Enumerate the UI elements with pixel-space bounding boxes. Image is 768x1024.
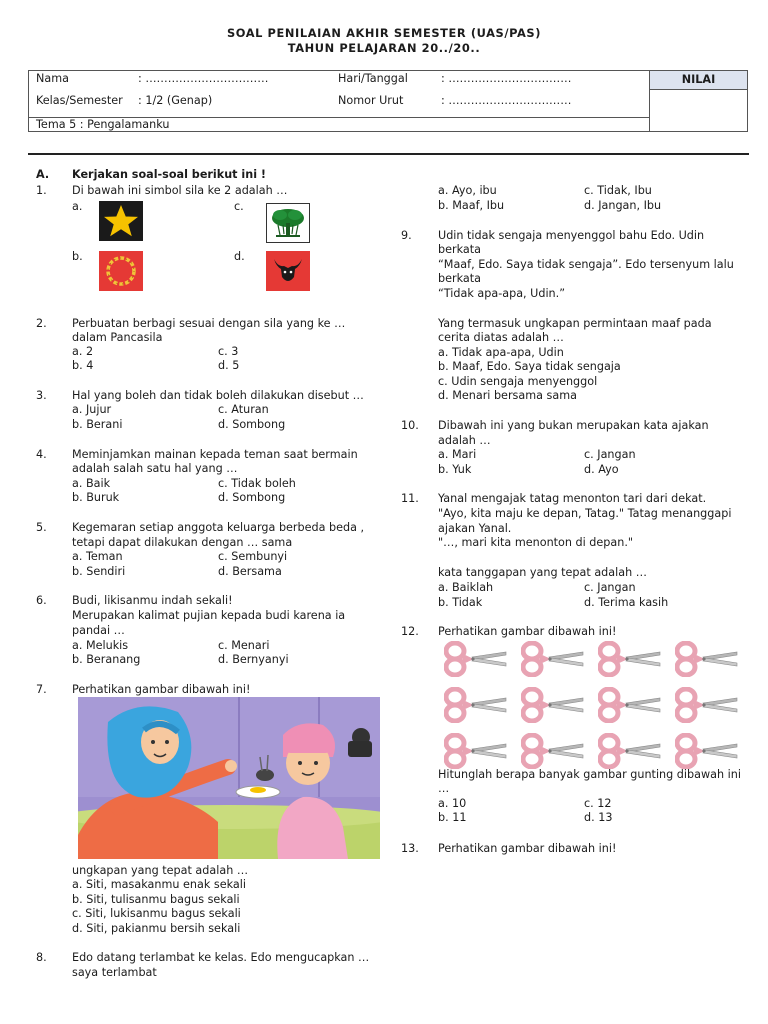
scissors-icon xyxy=(444,641,508,677)
option-c: c. Menari xyxy=(218,639,270,652)
question-number: 7. xyxy=(36,683,47,696)
nama-label: Nama xyxy=(36,72,69,85)
option-c: c. Jangan xyxy=(584,581,636,594)
question-text: adalah salah satu hal yang … xyxy=(72,462,238,475)
exam-title: SOAL PENILAIAN AKHIR SEMESTER (UAS/PAS) xyxy=(226,26,542,40)
option-d: d. Sombong xyxy=(218,418,286,431)
bull-head-icon xyxy=(266,251,310,291)
question-text: Merupakan kalimat pujian kepada budi karena ia xyxy=(72,609,346,622)
option-c: c. Tidak boleh xyxy=(218,477,296,490)
option-c: c. Udin sengaja menyenggol xyxy=(438,375,598,388)
star-icon xyxy=(99,201,143,241)
option-label: a. xyxy=(72,200,83,213)
question-text: Perbuatan berbagi sesuai dengan sila yang ke … xyxy=(72,317,346,330)
option-a: a. 2 xyxy=(72,345,94,358)
question-text: berkata xyxy=(438,243,481,256)
hari-label: Hari/Tanggal xyxy=(338,72,408,85)
question-text: Perhatikan gambar dibawah ini! xyxy=(72,683,251,696)
option-b: b. Yuk xyxy=(438,463,472,476)
question-text: Meminjamkan mainan kepada teman saat bermain xyxy=(72,448,358,461)
question-number: 6. xyxy=(36,594,47,607)
scissors-icon xyxy=(598,733,662,769)
question-text: Budi, likisanmu indah sekali! xyxy=(72,594,233,607)
question-text: pandai … xyxy=(72,624,125,637)
question-text: Perhatikan gambar dibawah ini! xyxy=(438,625,617,638)
question-number: 9. xyxy=(401,229,412,242)
option-b: b. Maaf, Ibu xyxy=(438,199,505,212)
question-number: 5. xyxy=(36,521,47,534)
nomor-label: Nomor Urut xyxy=(338,94,404,107)
option-b: b. Beranang xyxy=(72,653,141,666)
question-text: Udin tidak sengaja menyenggol bahu Edo. Udin xyxy=(438,229,705,242)
option-a: a. Baik xyxy=(72,477,111,490)
option-a: a. 10 xyxy=(438,797,467,810)
option-a: a. Mari xyxy=(438,448,477,461)
question-text: Hal yang boleh dan tidak boleh dilakukan disebut … xyxy=(72,389,364,402)
question-number: 4. xyxy=(36,448,47,461)
option-d: d. Menari bersama sama xyxy=(438,389,577,402)
option-c: c. Aturan xyxy=(218,403,269,416)
question-text: "Ayo, kita maju ke depan, Tatag." Tatag menanggapi xyxy=(438,507,732,520)
question-text: tetapi dapat dilakukan dengan … sama xyxy=(72,536,293,549)
question-text: Yang termasuk ungkapan permintaan maaf pada xyxy=(438,317,712,330)
option-b: b. Berani xyxy=(72,418,123,431)
section-letter: A. xyxy=(36,168,50,181)
option-c: c. Tidak, Ibu xyxy=(584,184,652,197)
question-number: 8. xyxy=(36,951,47,964)
nama-value: : …………………………… xyxy=(138,72,269,85)
scissors-icon xyxy=(675,641,739,677)
question-text: dalam Pancasila xyxy=(72,331,163,344)
option-a: a. Teman xyxy=(72,550,123,563)
question-text: Kegemaran setiap anggota keluarga berbeda beda , xyxy=(72,521,365,534)
option-a: a. Baiklah xyxy=(438,581,494,594)
question-text: saya terlambat xyxy=(72,966,157,979)
option-label: b. xyxy=(72,250,83,263)
option-b: b. 11 xyxy=(438,811,467,824)
tema-label: Tema 5 : Pengalamanku xyxy=(36,118,170,131)
option-d: d. Jangan, Ibu xyxy=(584,199,662,212)
question-text: “Maaf, Edo. Saya tidak sengaja”. Edo tersenyum lalu xyxy=(438,258,734,271)
question-text: … xyxy=(438,782,450,795)
option-d: d. Bernyanyi xyxy=(218,653,289,666)
scissors-icon xyxy=(675,687,739,723)
scissors-icon xyxy=(521,687,585,723)
question-text: berkata xyxy=(438,272,481,285)
academic-year: TAHUN PELAJARAN 20../20.. xyxy=(287,41,481,55)
option-a: a. Melukis xyxy=(72,639,129,652)
question-text: adalah … xyxy=(438,434,491,447)
option-c: c. Sembunyi xyxy=(218,550,288,563)
nomor-value: : …………………………… xyxy=(441,94,572,107)
question-text: ajakan Yanal. xyxy=(438,522,512,535)
question-text: “Tidak apa-apa, Udin.” xyxy=(438,287,566,300)
option-c: c. Siti, lukisanmu bagus sekali xyxy=(72,907,241,920)
question-number: 10. xyxy=(401,419,419,432)
banyan-tree-icon xyxy=(266,203,310,243)
question-text: Di bawah ini simbol sila ke 2 adalah … xyxy=(72,184,288,197)
option-b: b. Maaf, Edo. Saya tidak sengaja xyxy=(438,360,621,373)
option-b: b. Tidak xyxy=(438,596,483,609)
question-text: kata tanggapan yang tepat adalah … xyxy=(438,566,647,579)
question-number: 13. xyxy=(401,842,419,855)
option-d: d. Sombong xyxy=(218,491,286,504)
option-label: d. xyxy=(234,250,245,263)
question-number: 2. xyxy=(36,317,47,330)
scissors-icon xyxy=(598,687,662,723)
question-text: Dibawah ini yang bukan merupakan kata ajakan xyxy=(438,419,709,432)
chain-icon xyxy=(99,251,143,291)
option-c: c. 3 xyxy=(218,345,239,358)
scissors-icon xyxy=(444,733,508,769)
section-title: Kerjakan soal-soal berikut ini ! xyxy=(72,168,267,181)
scissors-icon xyxy=(675,733,739,769)
option-b: b. Siti, tulisanmu bagus sekali xyxy=(72,893,240,906)
scissors-icon xyxy=(444,687,508,723)
question-text: "…, mari kita menonton di depan." xyxy=(438,536,634,549)
table-divider xyxy=(649,89,748,90)
scissors-icon xyxy=(521,733,585,769)
question-text: Edo datang terlambat ke kelas. Edo mengucapkan … xyxy=(72,951,370,964)
question-text: Yanal mengajak tatag menonton tari dari dekat. xyxy=(438,492,707,505)
separator-line xyxy=(28,153,749,155)
option-d: d. Ayo xyxy=(584,463,619,476)
option-b: b. Buruk xyxy=(72,491,120,504)
option-a: a. Siti, masakanmu enak sekali xyxy=(72,878,246,891)
option-label: c. xyxy=(234,200,244,213)
question-number: 12. xyxy=(401,625,419,638)
option-b: b. Sendiri xyxy=(72,565,126,578)
question-number: 3. xyxy=(36,389,47,402)
question-text: ungkapan yang tepat adalah … xyxy=(72,864,249,877)
option-d: d. Bersama xyxy=(218,565,282,578)
question-text: Hitunglah berapa banyak gambar gunting dibawah ini xyxy=(438,768,741,781)
option-d: d. Siti, pakianmu bersih sekali xyxy=(72,922,241,935)
scissors-icon xyxy=(521,641,585,677)
option-c: c. Jangan xyxy=(584,448,636,461)
option-a: a. Jujur xyxy=(72,403,112,416)
kelas-label: Kelas/Semester xyxy=(36,94,123,107)
question-text: cerita diatas adalah … xyxy=(438,331,564,344)
option-c: c. 12 xyxy=(584,797,612,810)
option-b: b. 4 xyxy=(72,359,94,372)
option-a: a. Tidak apa-apa, Udin xyxy=(438,346,564,359)
hari-value: : …………………………… xyxy=(441,72,572,85)
question-text: Perhatikan gambar dibawah ini! xyxy=(438,842,617,855)
question-number: 11. xyxy=(401,492,419,505)
cooking-illustration xyxy=(78,697,380,859)
nilai-label: NILAI xyxy=(681,73,716,86)
option-a: a. Ayo, ibu xyxy=(438,184,497,197)
question-number: 1. xyxy=(36,184,47,197)
option-d: d. 5 xyxy=(218,359,240,372)
option-d: d. Terima kasih xyxy=(584,596,669,609)
option-d: d. 13 xyxy=(584,811,613,824)
scissors-icon xyxy=(598,641,662,677)
kelas-value: : 1/2 (Genap) xyxy=(138,94,213,107)
